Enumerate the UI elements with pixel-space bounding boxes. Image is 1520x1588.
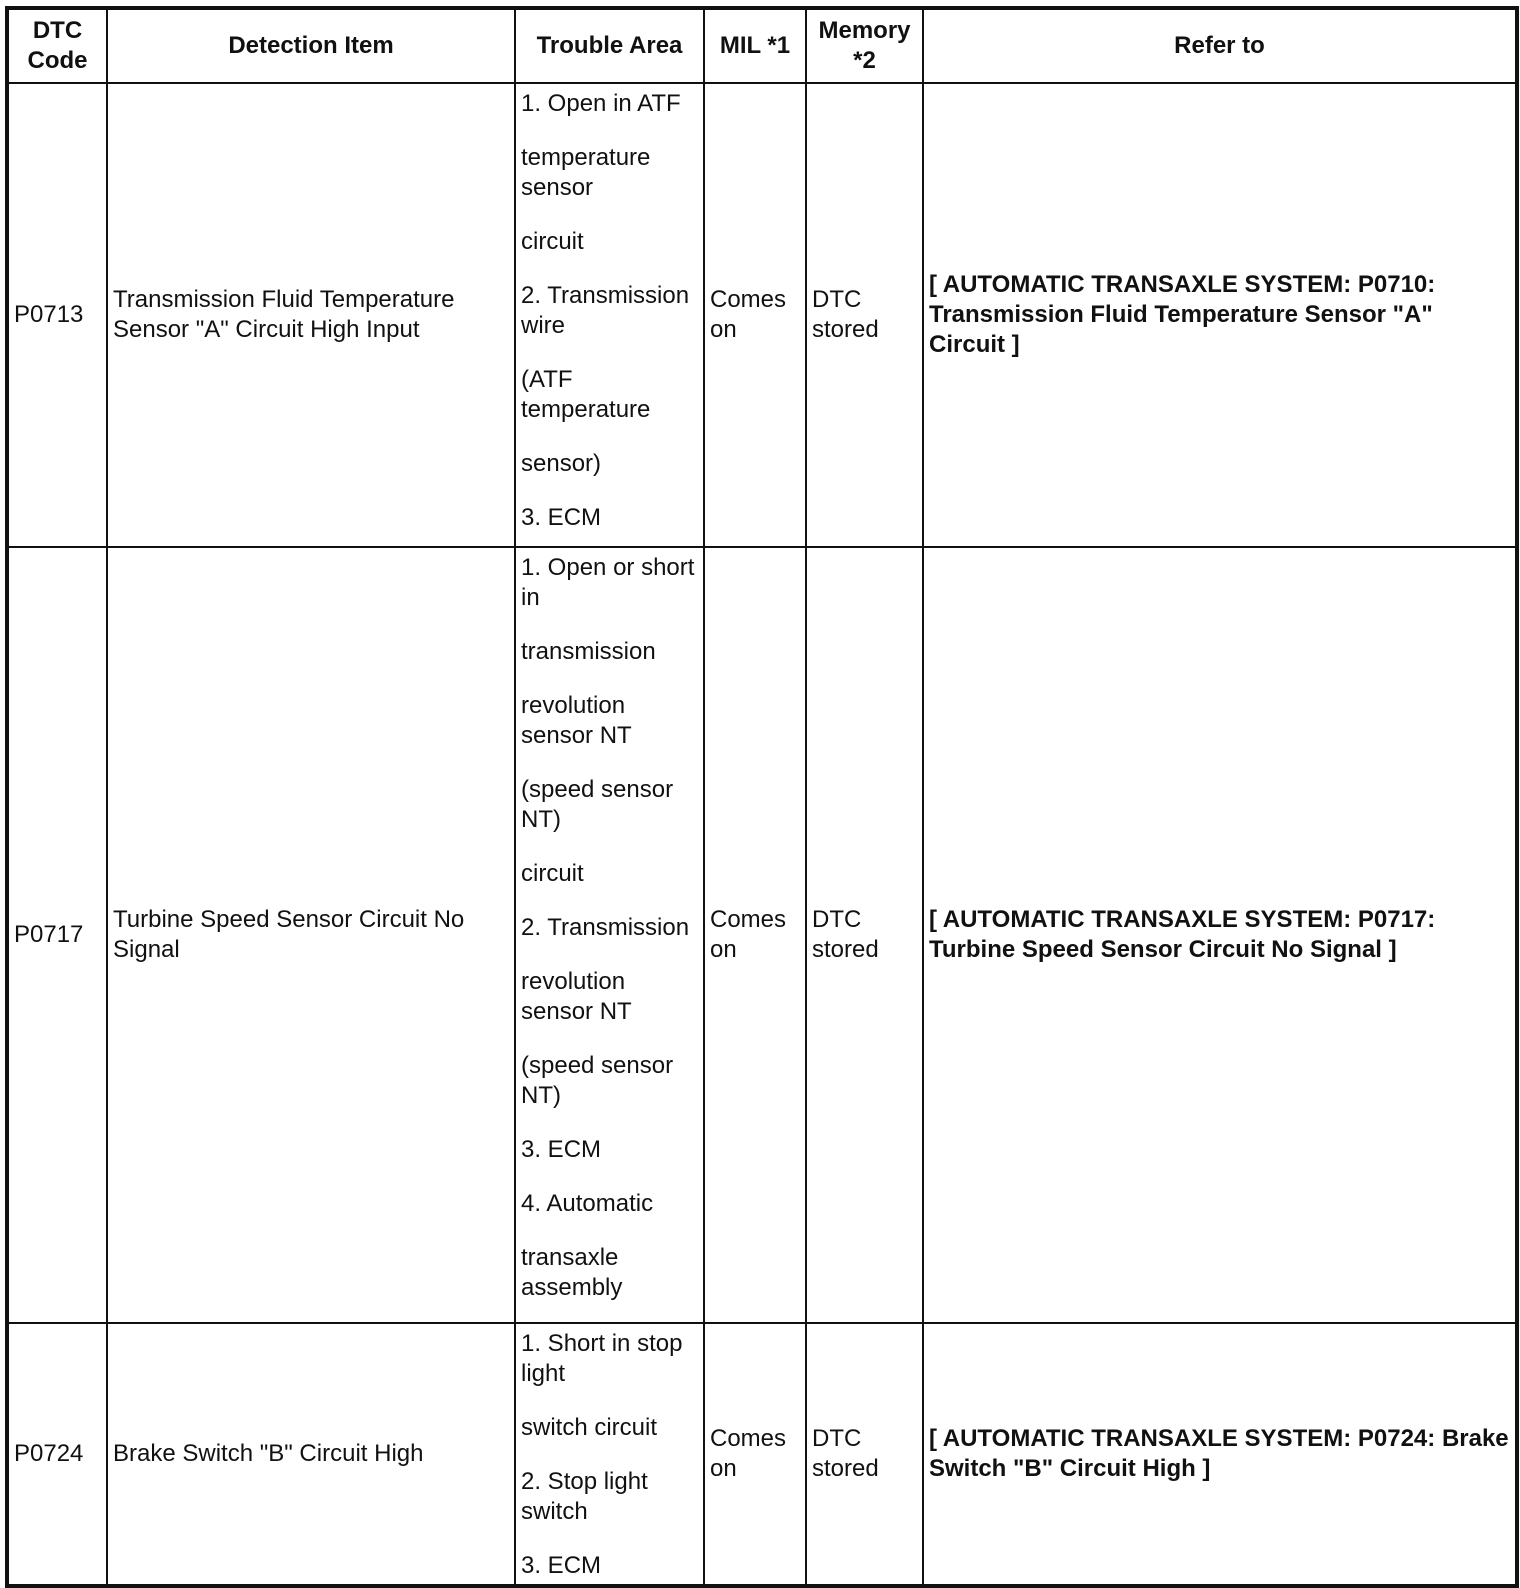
dtc-code-cell: P0717 — [7, 547, 107, 1323]
trouble-area-cell — [515, 547, 704, 1323]
dtc-code-cell: P0724 — [7, 1323, 107, 1586]
trouble-area-line: 3. ECM — [521, 504, 602, 531]
trouble-area-line: 1. Short in stop light — [521, 1330, 683, 1387]
dtc-table — [5, 6, 1519, 1588]
refer-to-link[interactable]: [ AUTOMATIC TRANSAXLE SYSTEM: P0717: Turbine Speed Sensor Circuit No Signal ] — [923, 547, 1517, 1323]
memory-cell: DTC stored — [806, 83, 923, 547]
trouble-area-line: (ATF temperature — [521, 366, 651, 423]
trouble-area-line: transmission — [521, 638, 656, 665]
memory-cell: DTC stored — [806, 1323, 923, 1586]
header-detection-item: Detection Item — [107, 8, 515, 83]
detection-item-cell: Turbine Speed Sensor Circuit No Signal — [107, 547, 515, 1323]
table-row — [7, 547, 1517, 1323]
trouble-area-line: 2. Transmission — [521, 914, 690, 941]
trouble-area-line: (speed sensor NT) — [521, 776, 674, 833]
header-mil: MIL *1 — [704, 8, 806, 83]
mil-cell: Comes on — [704, 83, 806, 547]
detection-item-cell: Brake Switch "B" Circuit High — [107, 1323, 515, 1586]
mil-cell: Comes on — [704, 1323, 806, 1586]
trouble-area-line: transaxle assembly — [521, 1244, 623, 1301]
mil-cell: Comes on — [704, 547, 806, 1323]
trouble-area-line: (speed sensor NT) — [521, 1052, 674, 1109]
header-trouble-area: Trouble Area — [515, 8, 704, 83]
trouble-area-line: switch circuit — [521, 1414, 658, 1441]
table-row — [7, 83, 1517, 547]
trouble-area-line: 1. Open or short in — [521, 554, 695, 611]
trouble-area-cell — [515, 83, 704, 547]
trouble-area-line: 4. Automatic — [521, 1190, 654, 1217]
trouble-area-line: 1. Open in ATF — [521, 90, 681, 117]
table-row — [7, 1323, 1517, 1586]
header-memory: Memory *2 — [806, 8, 923, 83]
trouble-area-line: 3. ECM — [521, 1552, 602, 1579]
header-row — [7, 8, 1517, 83]
trouble-area-line: 3. ECM — [521, 1136, 602, 1163]
trouble-area-line: circuit — [521, 228, 584, 255]
trouble-area-line: revolution sensor NT — [521, 968, 632, 1025]
trouble-area-line: revolution sensor NT — [521, 692, 632, 749]
memory-cell: DTC stored — [806, 547, 923, 1323]
trouble-area-line: temperature sensor — [521, 144, 651, 201]
trouble-area-line: 2. Transmission wire — [521, 282, 690, 339]
refer-to-link[interactable]: [ AUTOMATIC TRANSAXLE SYSTEM: P0724: Brake Switch "B" Circuit High ] — [923, 1323, 1517, 1586]
detection-item-cell: Transmission Fluid Temperature Sensor "A" Circuit High Input — [107, 83, 515, 547]
trouble-area-line: 2. Stop light switch — [521, 1468, 648, 1525]
header-dtc-code: DTC Code — [7, 8, 107, 83]
trouble-area-line: circuit — [521, 860, 584, 887]
dtc-code-cell: P0713 — [7, 83, 107, 547]
trouble-area-cell — [515, 1323, 704, 1586]
header-refer-to: Refer to — [923, 8, 1517, 83]
refer-to-link[interactable]: [ AUTOMATIC TRANSAXLE SYSTEM: P0710: Transmission Fluid Temperature Sensor "A" Circuit ] — [923, 83, 1517, 547]
trouble-area-line: sensor) — [521, 450, 602, 477]
